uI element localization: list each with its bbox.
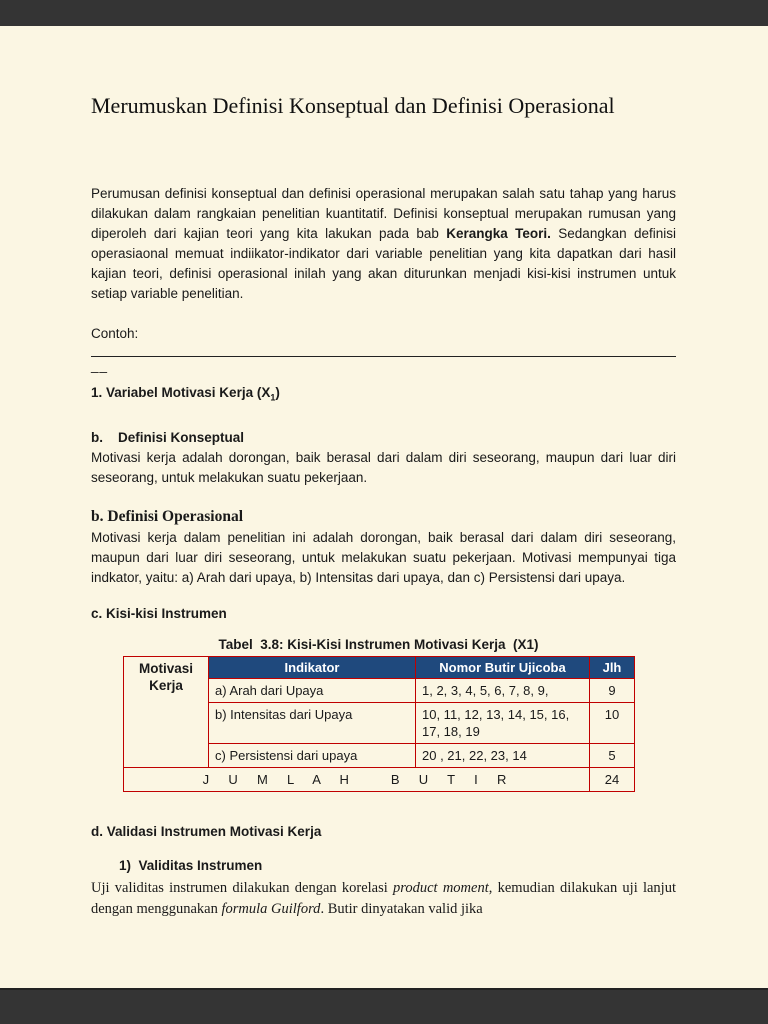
intro-text-2: Sedangkan definisi operasiaonal memuat indiikator-indikator dari variable penelitian yang kita dapatkan dari hasil kajian teori, definisi operasional inilah yang akan diturunkan menjadi kisi-kisi instrumen untuk setiap variable penelitian. [91,226,676,302]
intro-paragraph [91,184,676,304]
table-caption: Tabel 3.8: Kisi-Kisi Instrumen Motivasi Kerja (X1) [218,636,539,652]
validitas-text-3: . Butir dinyatakan valid jika [320,900,483,917]
heading-definisi-operasional: b. Definisi Operasional [91,507,244,525]
cell-nomor-c: 20 , 21, 22, 23, 14 [416,743,590,767]
heading-validasi-instrumen: d. Validasi Instrumen Motivasi Kerja [91,823,322,839]
bottom-toolbar [0,988,768,1024]
col-header-indikator: Indikator [209,656,416,678]
cell-indikator-b: b) Intensitas dari Upaya [209,702,416,743]
contoh-label: Contoh: [91,326,139,342]
top-toolbar [0,0,768,26]
paragraph-definisi-operasional: Motivasi kerja dalam penelitian ini adalah dorongan, baik berasal dari dalam diri seseorang, maupun dari luar diri seseorang, untuk melakukan suatu pekerjaan. Motivasi mempunyai tiga indkator, yaitu: a) Arah dari upaya, b) Intensitas dari upaya, dan c) Persistensi dari upaya. [91,529,676,585]
document-page [0,26,768,988]
heading-kisi-kisi-instrumen: c. Kisi-kisi Instrumen [91,605,227,621]
heading-subscript: 1 [270,392,276,403]
document-title: Merumuskan Definisi Konseptual dan Definisi Operasional [91,93,615,118]
kisi-kisi-table [123,656,635,792]
col-header-jlh: Jlh [590,656,635,678]
heading-validitas-instrumen: 1) Validitas Instrumen [119,857,263,873]
paragraph-validitas [91,878,676,920]
intro-text-1: Perumusan definisi konseptual dan definisi operasional merupakan salah satu tahap yang harus dilakukan dalam rangkaian penelitian kuantitatif. Definisi konseptual merupakan rumusan yang diperoleh dari kajian teori yang kita lakukan pada bab [91,186,676,242]
table-rowheader-motivasi-kerja: Motivasi Kerja [124,656,209,767]
cell-jumlah-butir-value: 24 [590,767,635,791]
validitas-italic-formula-guilford: formula Guilford [221,900,321,917]
heading-suffix: ) [275,385,280,401]
paragraph-definisi-konseptual: Motivasi kerja adalah dorongan, baik berasal dari dalam diri seseorang, maupun dari luar diri seseorang, untuk melakukan suatu pekerjaan. [91,449,676,485]
heading-definisi-konseptual: b. Definisi Konseptual [91,429,245,445]
separator-tail: __ [91,358,109,374]
validitas-text-1: Uji validitas instrumen dilakukan dengan korelasi [91,879,394,896]
cell-jlh-a: 9 [590,678,635,702]
validitas-italic-product-moment: product moment [393,879,489,896]
heading-prefix: 1. Variabel Motivasi Kerja (X [91,385,271,401]
cell-indikator-c: c) Persistensi dari upaya [209,743,416,767]
cell-jlh-b: 10 [590,702,635,743]
cell-nomor-b: 10, 11, 12, 13, 14, 15, 16, 17, 18, 19 [416,702,590,743]
validitas-text-2: , kemudian dilakukan uji lanjut dengan menggunakan [91,879,676,917]
cell-jlh-c: 5 [590,743,635,767]
heading-variabel-motivasi-kerja [91,383,676,408]
cell-jumlah-butir-label: J U M L A H B U T I R [124,767,590,791]
cell-indikator-a: a) Arah dari Upaya [209,678,416,702]
cell-nomor-a: 1, 2, 3, 4, 5, 6, 7, 8, 9, [416,678,590,702]
table-total-row [124,767,635,791]
intro-bold-kerangka-teori: Kerangka Teori. [446,226,551,242]
table-header-row [124,656,635,678]
col-header-nomor-butir: Nomor Butir Ujicoba [416,656,590,678]
